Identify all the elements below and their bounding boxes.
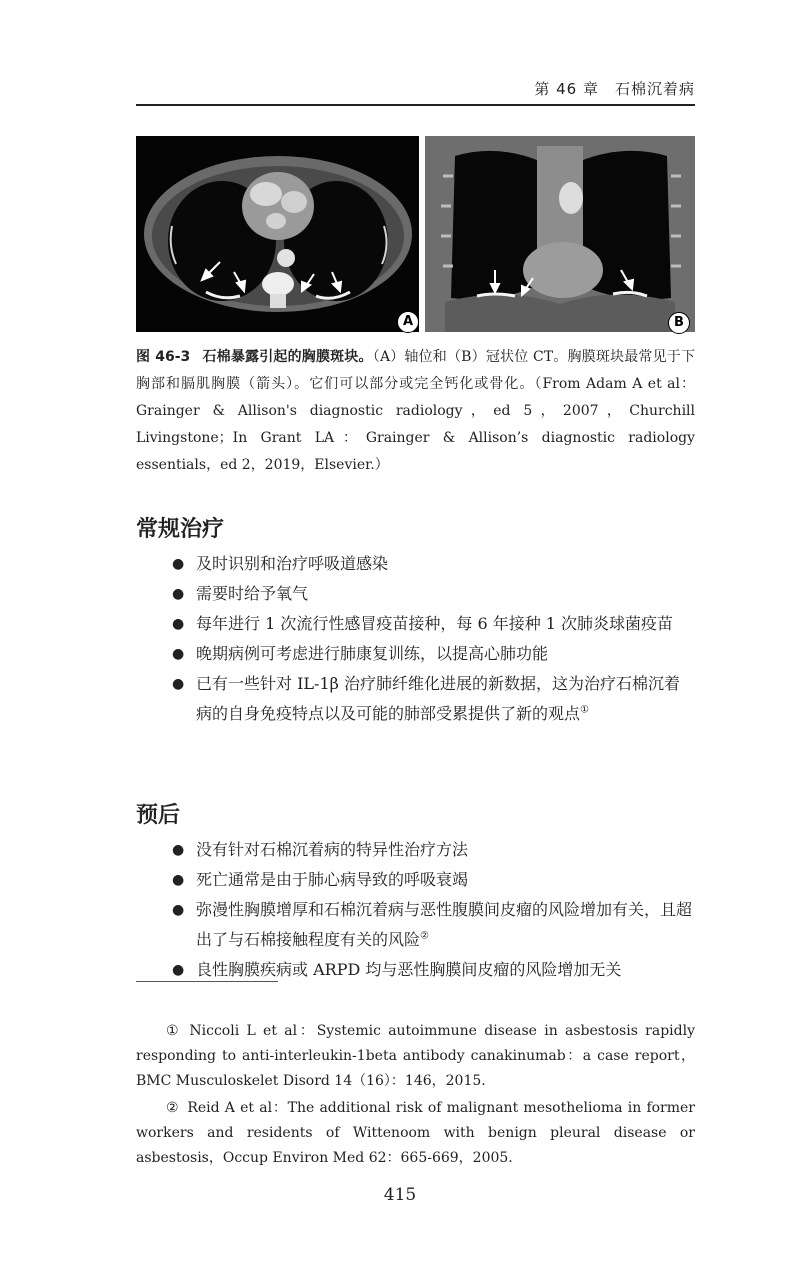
figure-title: 石棉暴露引起的胸膜斑块。 <box>202 349 373 365</box>
footnote-text: Reid A et al：The additional risk of malignant mesothelioma in former workers and residents of Wittenoom with benign pleural disease or asbestosis，Occup Environ Med 62：665-669，2005. <box>136 1100 695 1166</box>
figure-caption <box>136 344 695 479</box>
list-item <box>172 865 695 895</box>
list-item-text: 及时识别和治疗呼吸道感染 <box>196 554 389 573</box>
list-item <box>172 579 695 609</box>
list-item <box>172 609 695 639</box>
section-heading-prognosis: 预后 <box>136 803 181 828</box>
footnote-rule <box>136 981 278 982</box>
bullet-icon: ● <box>172 902 185 918</box>
page-number: 415 <box>383 1185 417 1205</box>
list-item <box>172 639 695 669</box>
list-item-text: 弥漫性胸膜增厚和石棉沉着病与恶性腹膜间皮瘤的风险增加有关，且超出了与石棉接触程度有关的风险 <box>196 900 693 949</box>
list-item <box>172 669 695 729</box>
list-item <box>172 895 695 955</box>
footnote-text: Niccoli L et al：Systemic autoimmune disease in asbestosis rapidly responding to anti-interleukin-1beta antibody canakinumab：a case report，BMC Musculoskelet Disord 14（16）：146，2015. <box>136 1023 695 1089</box>
list-item-text: 已有一些针对 IL-1β 治疗肺纤维化进展的新数据，这为治疗石棉沉着病的自身免疫特点以及可能的肺部受累提供了新的观点 <box>196 674 680 723</box>
panel-a-label: A <box>397 311 419 333</box>
list-item-text: 每年进行 1 次流行性感冒疫苗接种，每 6 年接种 1 次肺炎球菌疫苗 <box>196 614 674 633</box>
panel-b-label: B <box>668 312 690 334</box>
bullet-icon: ● <box>172 872 185 888</box>
bullet-icon: ● <box>172 676 185 692</box>
bullet-icon: ● <box>172 842 185 858</box>
footnote <box>136 1019 695 1094</box>
bullet-icon: ● <box>172 556 185 572</box>
list-item-text: 没有针对石棉沉着病的特异性治疗方法 <box>196 840 469 859</box>
running-head: 第 46 章 石棉沉着病 <box>534 80 695 98</box>
footnote-mark: ② <box>166 1100 180 1116</box>
footnote <box>136 1096 695 1171</box>
footnotes <box>136 1019 695 1173</box>
bullet-icon: ● <box>172 962 185 978</box>
bullet-icon: ● <box>172 616 185 632</box>
bullet-icon: ● <box>172 646 185 662</box>
list-item <box>172 549 695 579</box>
list-item-text: 良性胸膜疾病或 ARPD 均与恶性胸膜间皮瘤的风险增加无关 <box>196 960 622 979</box>
footnote-ref[interactable]: ② <box>420 930 429 942</box>
figure-caption-text: （A）轴位和（B）冠状位 CT。胸膜斑块最常见于下胸部和膈肌胸膜（箭头）。它们可以部分或完全钙化或骨化。（From Adam A et al：Grainger & Allison's diagnostic radiology，ed 5，2007，Churchill Livingstone；In Grant LA：Grainger & Allison’s diagnostic radiology essentials，ed 2，2019，Elsevier.） <box>136 349 695 473</box>
header-rule <box>136 104 695 106</box>
ct-axial-image <box>136 136 419 332</box>
ct-coronal-image <box>425 136 695 332</box>
list-item <box>172 835 695 865</box>
footnote-mark: ① <box>166 1023 182 1039</box>
figure-number: 图 46-3 <box>136 349 191 365</box>
treatment-list <box>172 549 695 729</box>
section-heading-treatment: 常规治疗 <box>136 517 225 542</box>
list-item-text: 死亡通常是由于肺心病导致的呼吸衰竭 <box>196 870 469 889</box>
bullet-icon: ● <box>172 586 185 602</box>
list-item-text: 晚期病例可考虑进行肺康复训练，以提高心肺功能 <box>196 644 549 663</box>
footnote-ref[interactable]: ① <box>580 704 589 716</box>
list-item-text: 需要时给予氧气 <box>196 584 309 603</box>
prognosis-list <box>172 835 695 985</box>
